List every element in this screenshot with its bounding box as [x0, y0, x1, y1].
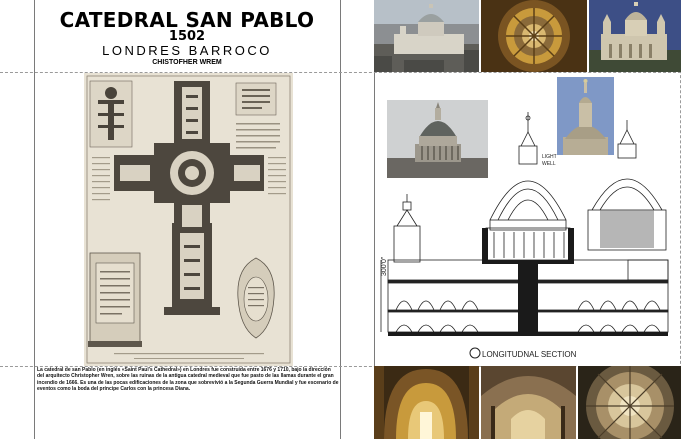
photo-west-facade	[589, 0, 681, 72]
longitudinal-section-drawing	[378, 110, 678, 365]
photo-dome-interior	[481, 0, 587, 72]
year-label: 1502	[168, 29, 206, 44]
border-line-middle	[340, 0, 341, 439]
photo-nave-altar	[374, 366, 479, 439]
architect-name: CHISTOFHER WREM	[152, 59, 222, 66]
floor-plan-engraving	[84, 73, 293, 366]
light-well-label-line2: WELL	[542, 161, 556, 167]
section-title: LONGITUDNAL SECTION	[482, 350, 577, 359]
description-text: La catedral de san Pablo (en inglés «Saint Paul's Cathedral») en Londres fue construida entre 1676 y 1710, bajo la dirección del arquitecto Christopher Wren, sobre las ruinas de la antigua catedral medieval que fue pasto de las llamas durante el gran incendio de 1666. Es una de las pocas edificaciones de la zona que sobrevivió a la Segunda Guerra Mundial y fue escenario de eventos como la boda del príncipe Carlos con la princesa Diana.	[37, 367, 339, 393]
page-title: CATEDRAL SAN PABLO	[59, 8, 315, 32]
light-well-label-line1: LIGHT	[542, 154, 557, 160]
photo-choir-vault	[481, 366, 576, 439]
photo-cathedral-aerial	[374, 0, 479, 72]
photo-dome-view-up	[578, 366, 681, 439]
subtitle: LONDRES BARROCO	[102, 43, 272, 58]
dimension-label: 300'0"	[381, 256, 388, 276]
